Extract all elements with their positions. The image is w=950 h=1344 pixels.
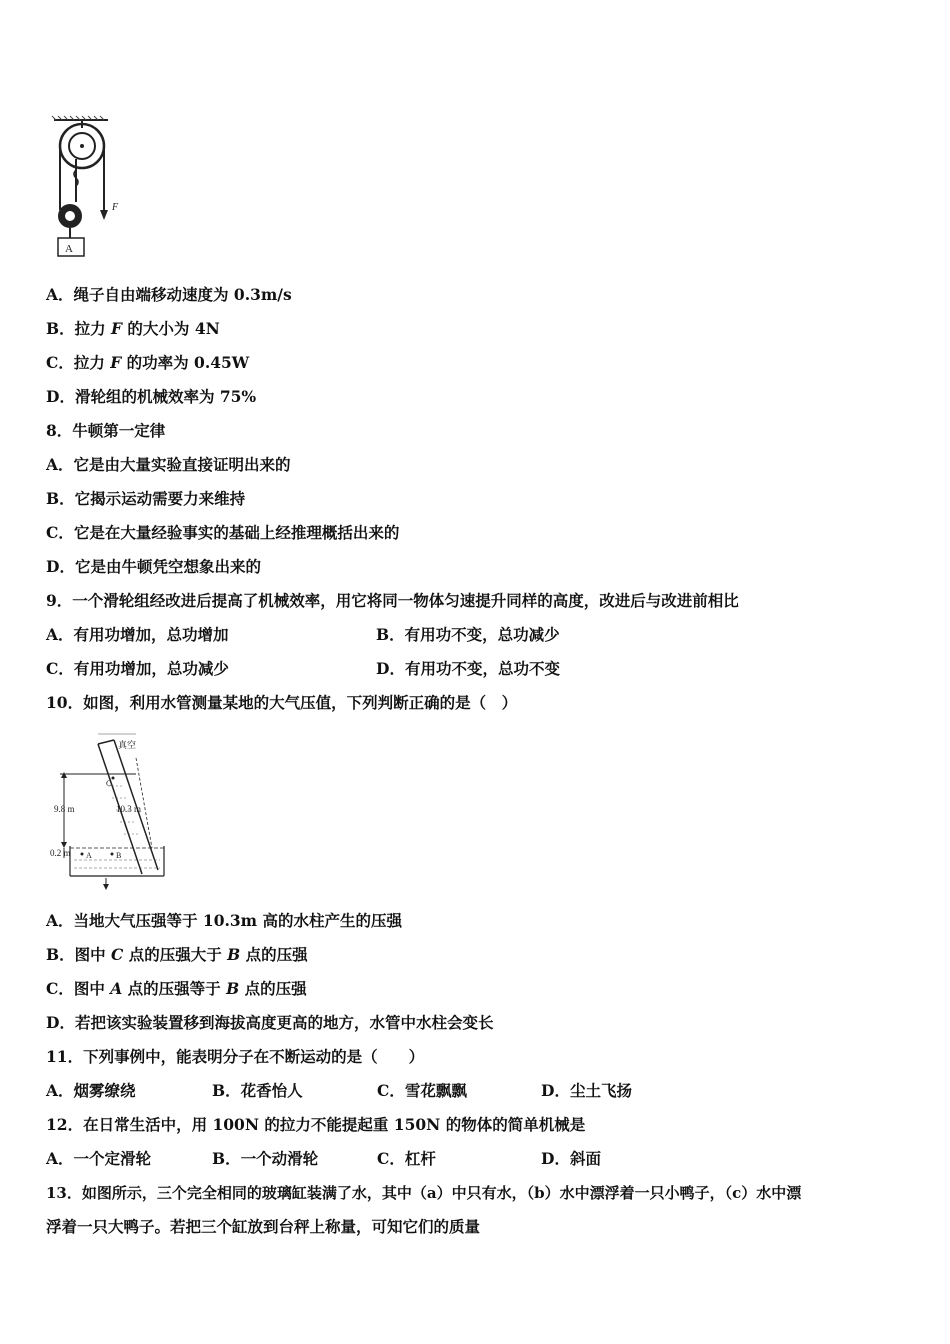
q7-option-b: B．拉力 F 的大小为 4N: [46, 319, 220, 338]
q12-option-b: B．一个动滑轮: [212, 1149, 319, 1168]
force-label-f: F: [112, 202, 119, 213]
q9-option-c: C．有用功增加，总功减少: [46, 659, 229, 678]
q10-option-b: B．图中 C 点的压强大于 B 点的压强: [46, 945, 308, 964]
q9-stem: 9．一个滑轮组经改进后提高了机械效率，用它将同一物体匀速提升同样的高度，改进后与改进前相比: [46, 591, 739, 610]
point-a-label: A: [86, 851, 92, 860]
q11-option-a: A．烟雾缭绕: [46, 1081, 136, 1100]
q8-stem: 8．牛顿第一定律: [46, 421, 166, 440]
q9-option-b: B．有用功不变，总功减少: [376, 625, 560, 644]
water-tube-diagram: [46, 728, 166, 894]
q11-option-c: C．雪花飘飘: [377, 1081, 467, 1100]
q7-option-c: C．拉力 F 的功率为 0.45W: [46, 353, 250, 372]
height-0-2-label: 0.2 m: [50, 848, 71, 858]
pulley-diagram: [50, 112, 130, 262]
q10-option-c: C．图中 A 点的压强等于 B 点的压强: [46, 979, 307, 998]
q7-option-d: D．滑轮组的机械效率为 75%: [46, 387, 257, 406]
q8-option-b: B．它揭示运动需要力来维持: [46, 489, 246, 508]
q8-option-a: A．它是由大量实验直接证明出来的: [46, 455, 291, 474]
water-tube-figure: [46, 728, 166, 894]
q11-option-b: B．花香怡人: [212, 1081, 303, 1100]
q13-stem-line1: 13．如图所示，三个完全相同的玻璃缸装满了水，其中（a）中只有水，（b）水中漂浮着一只小鸭子，（c）水中漂: [46, 1184, 802, 1202]
point-b-label: B: [116, 851, 122, 860]
pulley-figure: [50, 112, 130, 262]
height-10-3-label: 10.3 m: [116, 804, 142, 814]
q9-option-d: D．有用功不变，总功不变: [376, 659, 560, 678]
q8-option-c: C．它是在大量经验事实的基础上经推理概括出来的: [46, 523, 400, 542]
q7-option-a: A．绳子自由端移动速度为 0.3m/s: [46, 285, 292, 304]
q10-stem: 10．如图，利用水管测量某地的大气压值，下列判断正确的是（ ）: [46, 693, 518, 712]
q12-stem: 12．在日常生活中，用 100N 的拉力不能提起重 150N 的物体的简单机械是: [46, 1115, 586, 1134]
block-label-a: A: [65, 243, 73, 255]
q11-stem: 11．下列事例中，能表明分子在不断运动的是（ ）: [46, 1047, 425, 1066]
q12-option-c: C．杠杆: [377, 1149, 436, 1168]
q13-stem-line2: 浮着一只大鸭子。若把三个缸放到台秤上称量，可知它们的质量: [46, 1217, 481, 1236]
q12-option-d: D．斜面: [541, 1149, 601, 1168]
point-c-label: C: [106, 779, 112, 788]
q12-option-a: A．一个定滑轮: [46, 1149, 152, 1168]
q11-option-d: D．尘土飞扬: [541, 1081, 632, 1100]
vacuum-label: 真空: [118, 741, 137, 751]
q10-option-a: A．当地大气压强等于 10.3m 高的水柱产生的压强: [46, 911, 402, 930]
height-9-8-label: 9.8 m: [54, 804, 75, 814]
q9-option-a: A．有用功增加，总功增加: [46, 625, 229, 644]
q10-option-d: D．若把该实验装置移到海拔高度更高的地方，水管中水柱会变长: [46, 1013, 494, 1032]
q8-option-d: D．它是由牛顿凭空想象出来的: [46, 557, 261, 576]
